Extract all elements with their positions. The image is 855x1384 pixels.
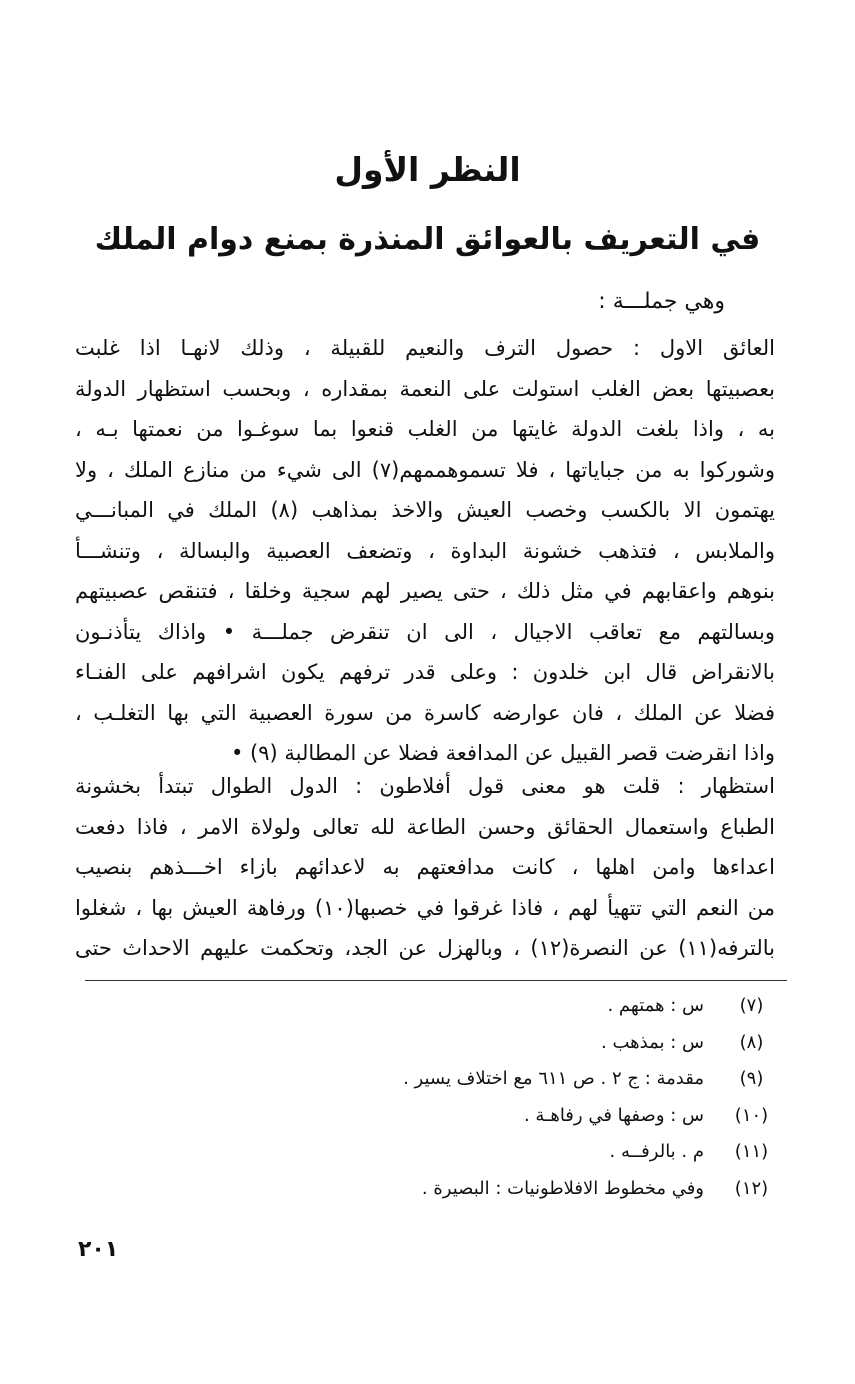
footnote-item xyxy=(179,1061,779,1098)
text-line: اعداءها وامن اهلها ، كانت مدافعتهم به لاعدائهم بازاء اخـــذهم بنصيب xyxy=(75,855,775,879)
footnote-item xyxy=(179,1134,779,1171)
footnote-number: (١٢) xyxy=(734,1177,769,1199)
footnote-text: س : همتهم . xyxy=(607,995,704,1016)
footnotes xyxy=(179,988,779,1207)
text-line: بالترفه(١١) عن النصرة(١٢) ، وبالهزل عن الجد، وتحكمت عليهم الاحداث حتى xyxy=(75,936,775,960)
footnote-number: (٩) xyxy=(739,1068,764,1089)
text-line: واذا انقرضت قصر القبيل عن المدافعة فضلا عن المطالبة (٩) • xyxy=(230,741,775,765)
text-line: وبسالتهم مع تعاقب الاجيال ، الى ان تنقرض جملـــة • واذاك يتأذنـون xyxy=(75,619,775,644)
footnote-number: (١٠) xyxy=(734,1104,769,1126)
footnote-divider xyxy=(85,980,787,981)
footnote-text: س : وصفها في رفاهـة . xyxy=(523,1104,704,1126)
footnote-item xyxy=(179,1171,779,1208)
footnote-text: وفي مخطوط الافلاطونيات : البصيرة . xyxy=(421,1177,704,1199)
text-line: العائق الاول : حصول الترف والنعيم للقبيلة ، وذلك لانهـا اذا غلبت xyxy=(75,336,775,360)
text-line: بالانقراض قال ابن خلدون : وعلى قدر ترفهم يكون اشرافهم على الفنـاء xyxy=(75,660,775,684)
page-number: ٢٠١ xyxy=(78,1237,119,1262)
text-line: بنوهم واعقابهم في مثل ذلك ، حتى يصير لهم سجية وخلقا ، فتنقص عصبيتهم xyxy=(75,579,775,603)
text-line: وشوركوا به من جباياتها ، فلا تسموهممهم(٧) الى شيء من منازع الملك ، ولا xyxy=(75,457,775,482)
text-line: فضلا عن الملك ، فان عوارضه كاسرة من سورة العصبية التي بها التغلـب ، xyxy=(75,700,775,725)
text-line: استظهار : قلت هو معنى قول أفلاطون : الدول الطوال تبتدأ بخشونة xyxy=(75,774,775,798)
footnote-number: (١١) xyxy=(734,1141,769,1162)
text-line: به ، واذا بلغت الدولة غايتها من الغلب قنعوا بما سوغـوا من نعمتها بـه ، xyxy=(75,417,775,441)
footnote-text: م . بالرفــه . xyxy=(609,1141,704,1162)
text-line: والملابس ، فتذهب خشونة البداوة ، وتضعف العصبية والبسالة ، وتنشـــأ xyxy=(75,538,775,563)
text-line: الطباع واستعمال الحقائق وحسن الطاعة لله تعالى ولولاة الامر ، فاذا دفعت xyxy=(75,814,775,839)
section-title: النظر الأول xyxy=(334,150,521,189)
text-line: بعصبيتها بعض الغلب استولت على النعمة بمقداره ، وبحسب استظهار الدولة xyxy=(75,376,775,401)
intro-line: وهي جملـــة : xyxy=(598,289,725,314)
footnote-text: مقدمة : ج ٢ . ص ٦١١ مع اختلاف يسير . xyxy=(403,1068,704,1089)
footnote-item xyxy=(179,1025,779,1062)
text-line: من النعم التي تتهيأ لهم ، فاذا غرقوا في خصبها(١٠) ورفاهة العيش بها ، شغلوا xyxy=(75,895,775,920)
text-line: يهتمون الا بالكسب وخصب العيش والاخذ بمذاهب (٨) الملك في المبانـــي xyxy=(75,498,775,522)
section-subtitle: في التعريف بالعوائق المنذرة بمنع دوام الملك xyxy=(94,222,761,257)
footnote-number: (٨) xyxy=(739,1031,764,1053)
footnote-number: (٧) xyxy=(739,995,764,1016)
footnote-item xyxy=(179,988,779,1025)
paragraph-first-obstacle xyxy=(75,328,775,774)
footnote-text: س : بمذهب . xyxy=(601,1031,704,1053)
footnote-item xyxy=(179,1098,779,1135)
paragraph-istizhar xyxy=(75,766,775,969)
